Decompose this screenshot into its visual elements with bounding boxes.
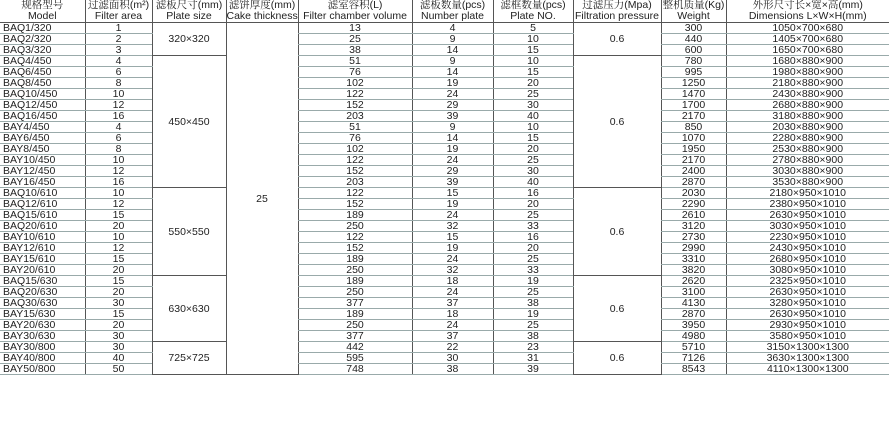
chamber-volume-cell: 51 (298, 122, 412, 133)
column-header (85, 0, 152, 23)
filter-area-cell: 30 (85, 298, 152, 309)
chamber-volume-cell: 152 (298, 243, 412, 254)
filter-area-cell: 50 (85, 364, 152, 375)
dimensions-cell: 1405×700×680 (726, 34, 889, 45)
dimensions-cell: 2630×950×1010 (726, 210, 889, 221)
weight-cell: 850 (661, 122, 726, 133)
plate-count-cell: 14 (412, 67, 493, 78)
frame-count-cell: 5 (493, 23, 573, 34)
model-cell: BAY12/610 (0, 243, 85, 254)
frame-count-cell: 16 (493, 188, 573, 199)
table-row (0, 287, 889, 298)
frame-count-cell: 15 (493, 133, 573, 144)
model-cell: BAY12/450 (0, 166, 85, 177)
filter-area-cell: 4 (85, 56, 152, 67)
dimensions-cell: 3030×950×1010 (726, 221, 889, 232)
chamber-volume-cell: 250 (298, 265, 412, 276)
column-header-cn: 滤板数量(pcs) (419, 0, 486, 11)
dimensions-cell: 2430×950×1010 (726, 243, 889, 254)
model-cell: BAQ8/450 (0, 78, 85, 89)
filter-area-cell: 16 (85, 177, 152, 188)
dimensions-cell: 4110×1300×1300 (726, 364, 889, 375)
column-header (412, 0, 493, 23)
frame-count-cell: 20 (493, 144, 573, 155)
chamber-volume-cell: 76 (298, 133, 412, 144)
model-cell: BAY30/800 (0, 342, 85, 353)
column-header-en: Weight (677, 10, 710, 22)
plate-size-cell: 550×550 (152, 188, 226, 276)
chamber-volume-cell: 122 (298, 89, 412, 100)
column-header (0, 0, 85, 23)
weight-cell: 3820 (661, 265, 726, 276)
frame-count-cell: 38 (493, 331, 573, 342)
column-header-cn: 整机质量(Kg) (662, 0, 725, 11)
plate-count-cell: 32 (412, 221, 493, 232)
frame-count-cell: 20 (493, 78, 573, 89)
model-cell: BAY15/630 (0, 309, 85, 320)
filter-area-cell: 10 (85, 232, 152, 243)
frame-count-cell: 23 (493, 342, 573, 353)
dimensions-cell: 2380×950×1010 (726, 199, 889, 210)
filter-area-cell: 20 (85, 265, 152, 276)
frame-count-cell: 10 (493, 56, 573, 67)
chamber-volume-cell: 595 (298, 353, 412, 364)
column-header-en: Filter area (94, 10, 143, 22)
weight-cell: 7126 (661, 353, 726, 364)
table-row (0, 276, 889, 287)
frame-count-cell: 25 (493, 254, 573, 265)
chamber-volume-cell: 76 (298, 67, 412, 78)
column-header-cn: 规格型号 (21, 0, 64, 11)
model-cell: BAQ3/320 (0, 45, 85, 56)
chamber-volume-cell: 122 (298, 155, 412, 166)
weight-cell: 440 (661, 34, 726, 45)
dimensions-cell: 1050×700×680 (726, 23, 889, 34)
frame-count-cell: 10 (493, 34, 573, 45)
plate-count-cell: 19 (412, 78, 493, 89)
column-header (661, 0, 726, 23)
dimensions-cell: 2280×880×900 (726, 133, 889, 144)
chamber-volume-cell: 152 (298, 100, 412, 111)
filter-area-cell: 10 (85, 188, 152, 199)
table-row (0, 254, 889, 265)
plate-count-cell: 14 (412, 133, 493, 144)
model-cell: BAY16/450 (0, 177, 85, 188)
pressure-cell: 0.6 (573, 23, 661, 56)
model-cell: BAQ10/610 (0, 188, 85, 199)
table-row (0, 155, 889, 166)
dimensions-cell: 2930×950×1010 (726, 320, 889, 331)
dimensions-cell: 3580×950×1010 (726, 331, 889, 342)
chamber-volume-cell: 152 (298, 166, 412, 177)
weight-cell: 2730 (661, 232, 726, 243)
frame-count-cell: 25 (493, 89, 573, 100)
weight-cell: 8543 (661, 364, 726, 375)
dimensions-cell: 2630×950×1010 (726, 309, 889, 320)
table-header (0, 0, 889, 23)
model-cell: BAY15/610 (0, 254, 85, 265)
model-cell: BAQ1/320 (0, 23, 85, 34)
frame-count-cell: 33 (493, 265, 573, 276)
chamber-volume-cell: 122 (298, 232, 412, 243)
table-row (0, 45, 889, 56)
model-cell: BAQ2/320 (0, 34, 85, 45)
chamber-volume-cell: 189 (298, 309, 412, 320)
weight-cell: 2170 (661, 155, 726, 166)
filter-area-cell: 1 (85, 23, 152, 34)
filter-area-cell: 20 (85, 320, 152, 331)
table-row (0, 298, 889, 309)
frame-count-cell: 16 (493, 232, 573, 243)
model-cell: BAY6/450 (0, 133, 85, 144)
plate-count-cell: 30 (412, 353, 493, 364)
frame-count-cell: 40 (493, 111, 573, 122)
column-header (493, 0, 573, 23)
weight-cell: 3950 (661, 320, 726, 331)
filter-area-cell: 30 (85, 342, 152, 353)
chamber-volume-cell: 102 (298, 144, 412, 155)
pressure-cell: 0.6 (573, 276, 661, 342)
weight-cell: 2030 (661, 188, 726, 199)
table-row (0, 166, 889, 177)
table-row (0, 34, 889, 45)
model-cell: BAY4/450 (0, 122, 85, 133)
column-header-en: Number plate (420, 10, 485, 22)
column-header-cn: 过滤压力(Mpa) (582, 0, 652, 11)
plate-count-cell: 24 (412, 155, 493, 166)
chamber-volume-cell: 250 (298, 287, 412, 298)
model-cell: BAQ4/450 (0, 56, 85, 67)
chamber-volume-cell: 203 (298, 177, 412, 188)
filter-area-cell: 15 (85, 254, 152, 265)
model-cell: BAQ15/610 (0, 210, 85, 221)
plate-count-cell: 19 (412, 199, 493, 210)
weight-cell: 3100 (661, 287, 726, 298)
filter-area-cell: 8 (85, 144, 152, 155)
dimensions-cell: 2430×880×900 (726, 89, 889, 100)
table-row (0, 364, 889, 375)
plate-count-cell: 37 (412, 298, 493, 309)
frame-count-cell: 15 (493, 45, 573, 56)
dimensions-cell: 3630×1300×1300 (726, 353, 889, 364)
table-row (0, 199, 889, 210)
dimensions-cell: 2530×880×900 (726, 144, 889, 155)
column-header (298, 0, 412, 23)
table-row (0, 89, 889, 100)
filter-area-cell: 10 (85, 89, 152, 100)
table-row (0, 78, 889, 89)
weight-cell: 2170 (661, 111, 726, 122)
column-header-cn: 外形尺寸长×宽×高(mm) (752, 0, 863, 11)
model-cell: BAQ30/630 (0, 298, 85, 309)
model-cell: BAY8/450 (0, 144, 85, 155)
model-cell: BAQ6/450 (0, 67, 85, 78)
filter-area-cell: 6 (85, 67, 152, 78)
pressure-cell: 0.6 (573, 56, 661, 188)
table-row (0, 210, 889, 221)
table-row (0, 177, 889, 188)
model-cell: BAQ12/450 (0, 100, 85, 111)
plate-count-cell: 15 (412, 188, 493, 199)
chamber-volume-cell: 203 (298, 111, 412, 122)
table-row (0, 331, 889, 342)
filter-area-cell: 12 (85, 100, 152, 111)
weight-cell: 1470 (661, 89, 726, 100)
table-row (0, 342, 889, 353)
weight-cell: 1950 (661, 144, 726, 155)
chamber-volume-cell: 250 (298, 320, 412, 331)
plate-count-cell: 19 (412, 144, 493, 155)
weight-cell: 300 (661, 23, 726, 34)
plate-size-cell: 450×450 (152, 56, 226, 188)
model-cell: BAQ16/450 (0, 111, 85, 122)
dimensions-cell: 2630×950×1010 (726, 287, 889, 298)
frame-count-cell: 38 (493, 298, 573, 309)
filter-area-cell: 20 (85, 287, 152, 298)
filter-area-cell: 4 (85, 122, 152, 133)
filter-area-cell: 40 (85, 353, 152, 364)
model-cell: BAQ12/610 (0, 199, 85, 210)
filter-area-cell: 3 (85, 45, 152, 56)
frame-count-cell: 10 (493, 122, 573, 133)
dimensions-cell: 1680×880×900 (726, 56, 889, 67)
column-header-cn: 滤室容积(L) (327, 0, 383, 11)
plate-count-cell: 39 (412, 177, 493, 188)
weight-cell: 4980 (661, 331, 726, 342)
table-row (0, 23, 889, 34)
column-header-en: Model (27, 10, 57, 22)
dimensions-cell: 3080×950×1010 (726, 265, 889, 276)
model-cell: BAY10/610 (0, 232, 85, 243)
frame-count-cell: 25 (493, 155, 573, 166)
chamber-volume-cell: 189 (298, 210, 412, 221)
dimensions-cell: 2230×950×1010 (726, 232, 889, 243)
dimensions-cell: 3530×880×900 (726, 177, 889, 188)
filter-area-cell: 6 (85, 133, 152, 144)
plate-count-cell: 14 (412, 45, 493, 56)
weight-cell: 4130 (661, 298, 726, 309)
weight-cell: 3310 (661, 254, 726, 265)
plate-count-cell: 4 (412, 23, 493, 34)
column-header-en: Plate size (166, 10, 212, 22)
chamber-volume-cell: 377 (298, 298, 412, 309)
filter-area-cell: 2 (85, 34, 152, 45)
column-header-en: Dimensions L×W×H(mm) (748, 10, 867, 22)
filter-area-cell: 20 (85, 221, 152, 232)
plate-size-cell: 630×630 (152, 276, 226, 342)
frame-count-cell: 19 (493, 276, 573, 287)
chamber-volume-cell: 189 (298, 276, 412, 287)
plate-count-cell: 22 (412, 342, 493, 353)
plate-count-cell: 9 (412, 34, 493, 45)
weight-cell: 2990 (661, 243, 726, 254)
filter-area-cell: 8 (85, 78, 152, 89)
dimensions-cell: 2325×950×1010 (726, 276, 889, 287)
table-row (0, 111, 889, 122)
frame-count-cell: 20 (493, 199, 573, 210)
pressure-cell: 0.6 (573, 342, 661, 375)
frame-count-cell: 30 (493, 100, 573, 111)
dimensions-cell: 3030×880×900 (726, 166, 889, 177)
frame-count-cell: 30 (493, 166, 573, 177)
column-header-cn: 滤框数量(pcs) (500, 0, 566, 11)
column-header-en: Cake thickness (226, 10, 298, 22)
column-header-en: Filter chamber volume (303, 10, 407, 22)
model-cell: BAQ10/450 (0, 89, 85, 100)
frame-count-cell: 40 (493, 177, 573, 188)
plate-count-cell: 18 (412, 309, 493, 320)
dimensions-cell: 3280×950×1010 (726, 298, 889, 309)
plate-count-cell: 24 (412, 287, 493, 298)
pressure-cell: 0.6 (573, 188, 661, 276)
model-cell: BAY30/630 (0, 331, 85, 342)
plate-count-cell: 18 (412, 276, 493, 287)
table-row (0, 122, 889, 133)
plate-count-cell: 29 (412, 166, 493, 177)
frame-count-cell: 31 (493, 353, 573, 364)
weight-cell: 600 (661, 45, 726, 56)
weight-cell: 2870 (661, 177, 726, 188)
filter-area-cell: 12 (85, 243, 152, 254)
frame-count-cell: 25 (493, 287, 573, 298)
filter-area-cell: 12 (85, 199, 152, 210)
chamber-volume-cell: 25 (298, 34, 412, 45)
filter-area-cell: 15 (85, 210, 152, 221)
plate-count-cell: 9 (412, 122, 493, 133)
plate-count-cell: 38 (412, 364, 493, 375)
chamber-volume-cell: 152 (298, 199, 412, 210)
weight-cell: 2400 (661, 166, 726, 177)
weight-cell: 2290 (661, 199, 726, 210)
plate-count-cell: 29 (412, 100, 493, 111)
plate-size-cell: 320×320 (152, 23, 226, 56)
cake-thickness-cell: 25 (226, 23, 298, 375)
table-row (0, 56, 889, 67)
frame-count-cell: 39 (493, 364, 573, 375)
filter-area-cell: 15 (85, 309, 152, 320)
weight-cell: 995 (661, 67, 726, 78)
table-row (0, 221, 889, 232)
weight-cell: 2870 (661, 309, 726, 320)
model-cell: BAY20/630 (0, 320, 85, 331)
dimensions-cell: 3180×880×900 (726, 111, 889, 122)
dimensions-cell: 3150×1300×1300 (726, 342, 889, 353)
model-cell: BAY50/800 (0, 364, 85, 375)
frame-count-cell: 25 (493, 210, 573, 221)
weight-cell: 780 (661, 56, 726, 67)
frame-count-cell: 15 (493, 67, 573, 78)
plate-count-cell: 32 (412, 265, 493, 276)
chamber-volume-cell: 102 (298, 78, 412, 89)
weight-cell: 1250 (661, 78, 726, 89)
table-row (0, 353, 889, 364)
dimensions-cell: 2780×880×900 (726, 155, 889, 166)
chamber-volume-cell: 189 (298, 254, 412, 265)
filter-area-cell: 10 (85, 155, 152, 166)
table-body (0, 23, 889, 375)
model-cell: BAQ15/630 (0, 276, 85, 287)
dimensions-cell: 1650×700×680 (726, 45, 889, 56)
weight-cell: 3120 (661, 221, 726, 232)
dimensions-cell: 2180×880×900 (726, 78, 889, 89)
filter-area-cell: 15 (85, 276, 152, 287)
model-cell: BAY40/800 (0, 353, 85, 364)
frame-count-cell: 33 (493, 221, 573, 232)
weight-cell: 2610 (661, 210, 726, 221)
weight-cell: 2620 (661, 276, 726, 287)
plate-count-cell: 24 (412, 320, 493, 331)
column-header (726, 0, 889, 23)
chamber-volume-cell: 748 (298, 364, 412, 375)
plate-count-cell: 24 (412, 254, 493, 265)
dimensions-cell: 1980×880×900 (726, 67, 889, 78)
plate-count-cell: 24 (412, 210, 493, 221)
plate-count-cell: 37 (412, 331, 493, 342)
table-row (0, 133, 889, 144)
table-row (0, 320, 889, 331)
column-header-cn: 过滤面积(m²) (87, 0, 150, 11)
plate-count-cell: 19 (412, 243, 493, 254)
frame-count-cell: 19 (493, 309, 573, 320)
chamber-volume-cell: 122 (298, 188, 412, 199)
weight-cell: 1700 (661, 100, 726, 111)
chamber-volume-cell: 442 (298, 342, 412, 353)
column-header (573, 0, 661, 23)
chamber-volume-cell: 38 (298, 45, 412, 56)
model-cell: BAQ20/610 (0, 221, 85, 232)
column-header-cn: 滤饼厚度(mm) (228, 0, 296, 11)
chamber-volume-cell: 51 (298, 56, 412, 67)
chamber-volume-cell: 13 (298, 23, 412, 34)
filter-area-cell: 16 (85, 111, 152, 122)
chamber-volume-cell: 377 (298, 331, 412, 342)
model-cell: BAY10/450 (0, 155, 85, 166)
weight-cell: 5710 (661, 342, 726, 353)
column-header-en: Plate NO. (510, 10, 556, 22)
chamber-volume-cell: 250 (298, 221, 412, 232)
column-header-cn: 滤板尺寸(mm) (155, 0, 223, 11)
dimensions-cell: 2680×880×900 (726, 100, 889, 111)
table-row (0, 144, 889, 155)
plate-count-cell: 24 (412, 89, 493, 100)
table-row (0, 243, 889, 254)
table-row (0, 265, 889, 276)
dimensions-cell: 2680×950×1010 (726, 254, 889, 265)
frame-count-cell: 25 (493, 320, 573, 331)
model-cell: BAQ20/630 (0, 287, 85, 298)
weight-cell: 1070 (661, 133, 726, 144)
table-row (0, 67, 889, 78)
column-header (226, 0, 298, 23)
frame-count-cell: 20 (493, 243, 573, 254)
plate-count-cell: 39 (412, 111, 493, 122)
plate-size-cell: 725×725 (152, 342, 226, 375)
filter-area-cell: 12 (85, 166, 152, 177)
model-cell: BAY20/610 (0, 265, 85, 276)
column-header (152, 0, 226, 23)
table-row (0, 309, 889, 320)
plate-count-cell: 15 (412, 232, 493, 243)
table-row (0, 188, 889, 199)
table-row (0, 232, 889, 243)
table-row (0, 100, 889, 111)
dimensions-cell: 2180×950×1010 (726, 188, 889, 199)
column-header-en: Filtration pressure (574, 10, 660, 22)
plate-count-cell: 9 (412, 56, 493, 67)
filter-area-cell: 30 (85, 331, 152, 342)
dimensions-cell: 2030×880×900 (726, 122, 889, 133)
